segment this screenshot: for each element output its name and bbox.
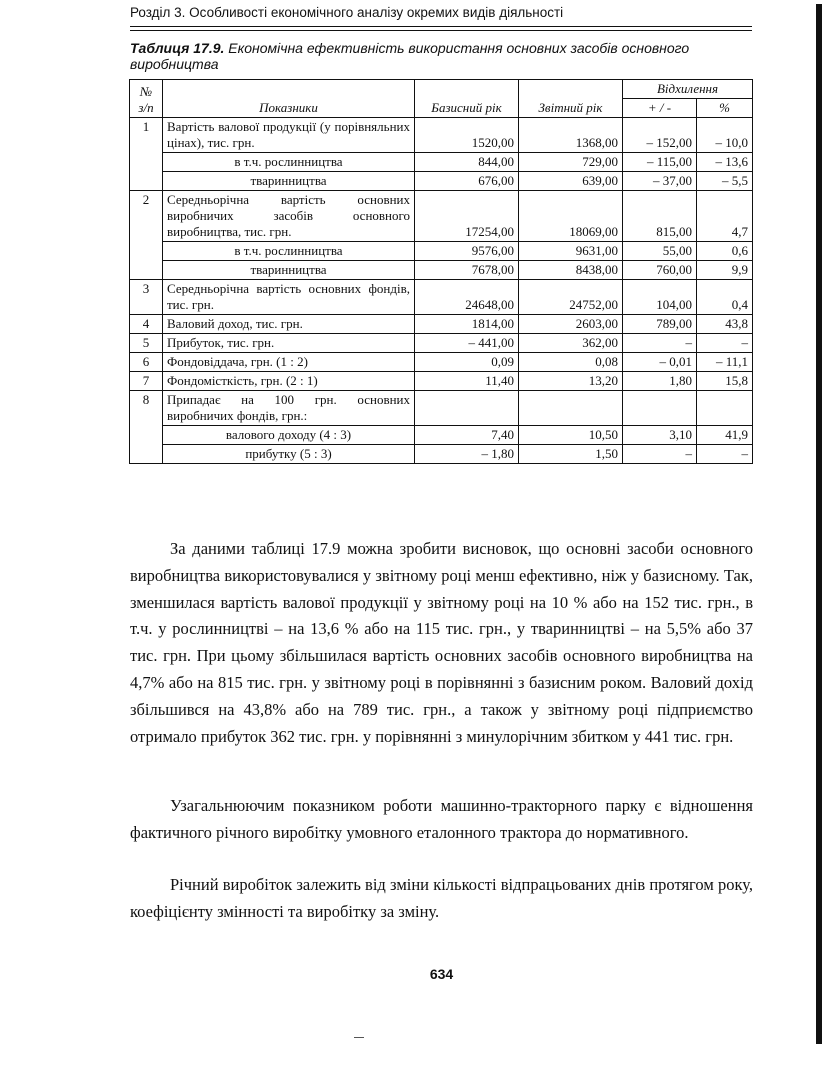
header-deviation: Відхилення (623, 80, 753, 99)
row-number: 8 (130, 391, 163, 464)
table-row (130, 280, 753, 315)
base-value: – 441,00 (415, 334, 519, 353)
report-value: 24752,00 (519, 280, 623, 315)
abs-deviation: – (623, 445, 697, 464)
header-rule (130, 26, 752, 27)
row-label: Вартість валової продукції (у порівняльних цінах), тис. грн. (163, 118, 415, 153)
header-rule-thin (130, 30, 752, 31)
report-value: 729,00 (519, 153, 623, 172)
base-value: 17254,00 (415, 191, 519, 242)
base-value: 1814,00 (415, 315, 519, 334)
report-value (519, 391, 623, 426)
base-value: 844,00 (415, 153, 519, 172)
report-value: 1368,00 (519, 118, 623, 153)
base-value: 1520,00 (415, 118, 519, 153)
base-value: 7678,00 (415, 261, 519, 280)
row-number: 1 (130, 118, 163, 191)
table-row (130, 426, 753, 445)
row-label: Фондовіддача, грн. (1 : 2) (163, 353, 415, 372)
table-row (130, 315, 753, 334)
page-number: 634 (429, 966, 454, 982)
row-label: прибутку (5 : 3) (163, 445, 415, 464)
body-paragraph-1: За даними таблиці 17.9 можна зробити висновок, що основні засоби основного виробництва використовувалися у звітному році менш ефективно, ніж у базисному. Так, зменшилася вартість валової продукції у звітному році на 10 % або на 152 тис. грн., в т.ч. у рослинництві – на 13,6 % або на 115 тис. грн., у тваринництві – на 5,5% або 37 тис. грн. При цьому збільшилася вартість основних засобів основного виробництва на 4,7% або на 815 тис. грн. у звітному році в порівнянні з базисним роком. Валовий дохід збільшився на 43,8% або на 789 тис. грн., а також у звітному році підприємство отримало прибуток 362 тис. грн. у порівнянні з минулорічним збитком у 441 тис. грн. (130, 539, 753, 746)
header-report-year: Звітний рік (519, 80, 623, 118)
row-label: Прибуток, тис. грн. (163, 334, 415, 353)
table-row (130, 172, 753, 191)
report-value: 13,20 (519, 372, 623, 391)
row-number: 6 (130, 353, 163, 372)
abs-deviation: – 0,01 (623, 353, 697, 372)
row-number: 5 (130, 334, 163, 353)
base-value: 0,09 (415, 353, 519, 372)
pct-deviation: – 11,1 (697, 353, 753, 372)
report-value: 639,00 (519, 172, 623, 191)
efficiency-table (129, 79, 753, 464)
table-row (130, 191, 753, 242)
abs-deviation: 1,80 (623, 372, 697, 391)
table-row (130, 153, 753, 172)
abs-deviation: – 37,00 (623, 172, 697, 191)
row-label: тваринництва (163, 261, 415, 280)
body-paragraph-2: Узагальнюючим показником роботи машинно-тракторного парку є відношення фактичного річного виробітку умовного еталонного трактора до нормативного. (130, 796, 753, 842)
pct-deviation: – (697, 445, 753, 464)
running-header: Розділ 3. Особливості економічного аналізу окремих видів діяльності (130, 5, 564, 20)
pct-deviation: 43,8 (697, 315, 753, 334)
base-value (415, 391, 519, 426)
abs-deviation: – 115,00 (623, 153, 697, 172)
abs-deviation (623, 391, 697, 426)
header-indicator: Показники (163, 80, 415, 118)
header-no: № з/п (130, 80, 163, 118)
pct-deviation: 41,9 (697, 426, 753, 445)
abs-deviation: 815,00 (623, 191, 697, 242)
base-value: – 1,80 (415, 445, 519, 464)
row-number: 7 (130, 372, 163, 391)
base-value: 9576,00 (415, 242, 519, 261)
pct-deviation: 4,7 (697, 191, 753, 242)
pct-deviation: – 5,5 (697, 172, 753, 191)
row-label: Валовий доход, тис. грн. (163, 315, 415, 334)
report-value: 362,00 (519, 334, 623, 353)
row-label: валового доходу (4 : 3) (163, 426, 415, 445)
header-base-year: Базисний рік (415, 80, 519, 118)
pct-deviation: 0,6 (697, 242, 753, 261)
pct-deviation: – 13,6 (697, 153, 753, 172)
base-value: 676,00 (415, 172, 519, 191)
row-label: Середньорічна вартість основних виробничих засобів основного виробництва, тис. грн. (163, 191, 415, 242)
row-label: в т.ч. рослинництва (163, 153, 415, 172)
row-label: в т.ч. рослинництва (163, 242, 415, 261)
abs-deviation: – 152,00 (623, 118, 697, 153)
abs-deviation: 3,10 (623, 426, 697, 445)
base-value: 7,40 (415, 426, 519, 445)
row-number: 2 (130, 191, 163, 280)
table-row (130, 118, 753, 153)
pct-deviation: 15,8 (697, 372, 753, 391)
header-abs: + / - (623, 99, 697, 118)
table-row (130, 334, 753, 353)
footer-dash (354, 1037, 364, 1038)
abs-deviation: 55,00 (623, 242, 697, 261)
report-value: 18069,00 (519, 191, 623, 242)
scan-edge-shadow (816, 4, 822, 1044)
report-value: 8438,00 (519, 261, 623, 280)
row-label: тваринництва (163, 172, 415, 191)
base-value: 11,40 (415, 372, 519, 391)
table-row (130, 372, 753, 391)
base-value: 24648,00 (415, 280, 519, 315)
row-label: Фондомісткість, грн. (2 : 1) (163, 372, 415, 391)
abs-deviation: – (623, 334, 697, 353)
header-pct: % (697, 99, 753, 118)
table-row (130, 445, 753, 464)
table-caption (130, 40, 752, 72)
row-label: Середньорічна вартість основних фондів, тис. грн. (163, 280, 415, 315)
pct-deviation: 0,4 (697, 280, 753, 315)
pct-deviation: – 10,0 (697, 118, 753, 153)
row-number: 3 (130, 280, 163, 315)
report-value: 10,50 (519, 426, 623, 445)
body-paragraph-3: Річний виробіток залежить від зміни кількості відпрацьованих днів протягом року, коефіцієнту змінності та виробітку за зміну. (130, 875, 753, 921)
report-value: 9631,00 (519, 242, 623, 261)
report-value: 2603,00 (519, 315, 623, 334)
pct-deviation: – (697, 334, 753, 353)
pct-deviation: 9,9 (697, 261, 753, 280)
abs-deviation: 789,00 (623, 315, 697, 334)
table-row (130, 391, 753, 426)
table-caption-label: Таблиця 17.9. (130, 40, 225, 56)
abs-deviation: 760,00 (623, 261, 697, 280)
report-value: 1,50 (519, 445, 623, 464)
row-number: 4 (130, 315, 163, 334)
report-value: 0,08 (519, 353, 623, 372)
table-row (130, 261, 753, 280)
table-row (130, 353, 753, 372)
table-caption-text: Економічна ефективність використання основних засобів основного виробництва (130, 40, 690, 72)
abs-deviation: 104,00 (623, 280, 697, 315)
pct-deviation (697, 391, 753, 426)
row-label: Припадає на 100 грн. основних виробничих фондів, грн.: (163, 391, 415, 426)
table-row (130, 242, 753, 261)
